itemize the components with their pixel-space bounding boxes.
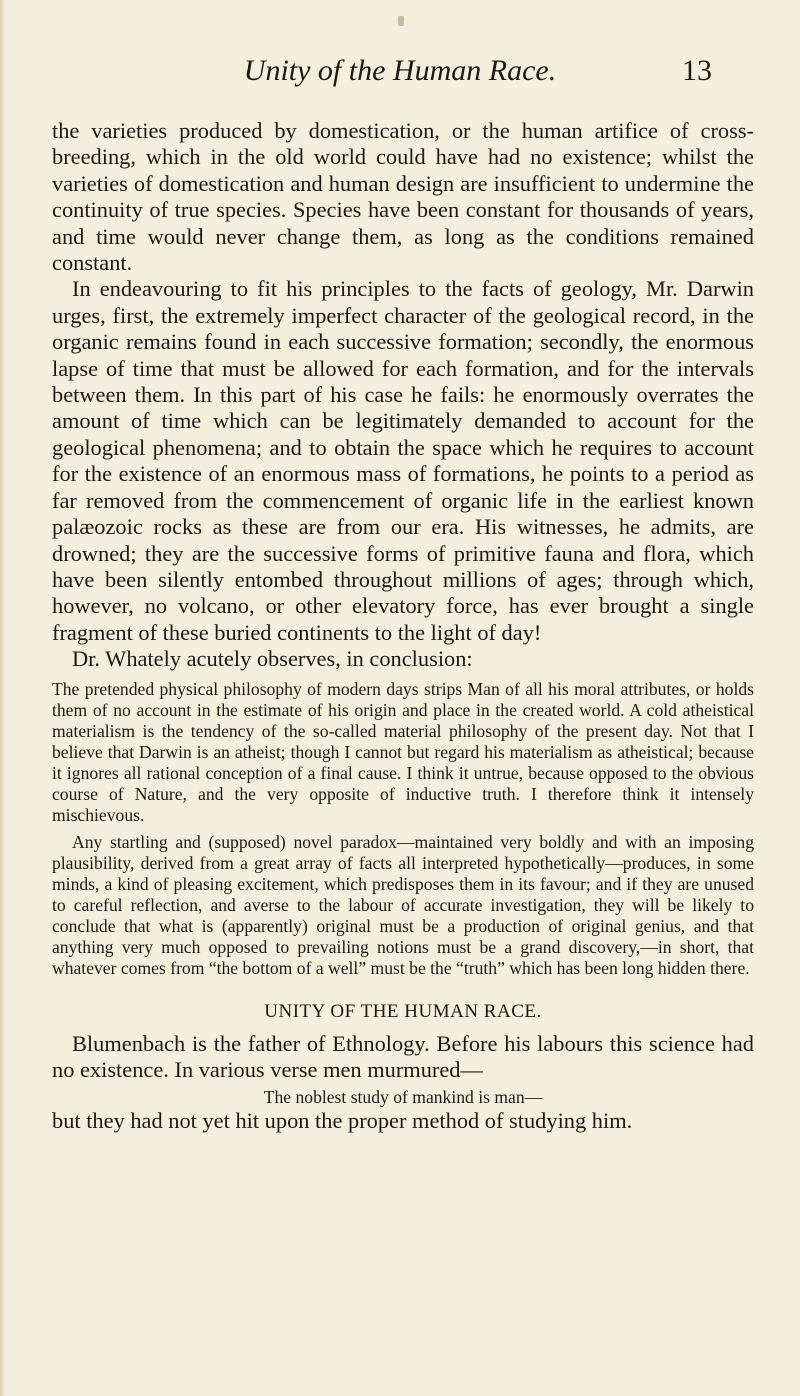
running-head: Unity of the Human Race. <box>243 54 557 87</box>
section-heading: UNITY OF THE HUMAN RACE. <box>264 1000 542 1022</box>
block-quote-2: Any startling and (supposed) novel paradox—maintained very boldly and with an imposing plausibility, derived from a great array of facts all interpreted hypothetically—produces, in some minds, a kind of pleasing excitement, which predisposes them in its favour; and if they are unused to careful reflection, and averse to the labour of accurate investigation, they will be likely to conclude that what is (apparently) original must be a production of original genius, and that anything very much opposed to prevailing notions must be a grand discovery,—in short, that whatever comes from “the bottom of a well” must be the “truth” which has been long hidden there. <box>52 831 754 978</box>
paragraph-2: In endeavouring to fit his principles to the facts of geology, Mr. Darwin urges, first, the extremely imperfect character of the geological record, in the organic remains found in each successive formation; secondly, the enormous lapse of time that must be allowed for each formation, and for the intervals between them. In this part of his case he fails: he enormously overrates the amount of time which can be legitimately demanded to account for the geological phenomena; and to obtain the space which he requires to account for the existence of an enormous mass of formations, he points to a period as far removed from the commencement of organic life in the earliest known palæozoic rocks as these are from our era. His witnesses, he admits, are drowned; they are the successive forms of primitive fauna and flora, which have been silently entombed throughout millions of ages; through which, however, no volcano, or other elevatory force, has ever brought a single fragment of these buried continents to the light of day! <box>52 276 754 645</box>
verse-line: The noblest study of mankind is man— <box>263 1087 543 1108</box>
paragraph-5: but they had not yet hit upon the proper method of studying him. <box>52 1108 633 1134</box>
paragraph-4: Blumenbach is the father of Ethnology. Before his labours this science had no existence. In various verse men murmured— <box>52 1030 754 1082</box>
page-edge-shadow <box>0 0 5 1396</box>
block-quote-1: The pretended physical philosophy of modern days strips Man of all his moral attributes, or holds them of no account in the estimate of his origin and place in the created world. A cold atheistical materialism is the tendency of the so-called material philosophy of the present day. Not that I believe that Darwin is an atheist; though I cannot but regard his materialism as atheistical; because it ignores all rational conception of a final cause. I think it untrue, because opposed to the obvious course of Nature, and the very opposite of inductive truth. I therefore think it intensely mischievous. <box>52 678 754 825</box>
paragraph-1: the varieties produced by domestication, or the human artifice of cross-breeding, which in the old world could have had no existence; whilst the varieties of domestication and human design are insufficient to undermine the continuity of true species. Species have been constant for thousands of years, and time would never change them, as long as the conditions remained constant. <box>52 118 754 276</box>
paragraph-3: Dr. Whately acutely observes, in conclusion: <box>72 646 473 672</box>
page-number: 13 <box>682 54 712 87</box>
page-header <box>0 54 800 98</box>
body-text <box>52 118 754 1135</box>
ink-mark <box>398 16 404 26</box>
